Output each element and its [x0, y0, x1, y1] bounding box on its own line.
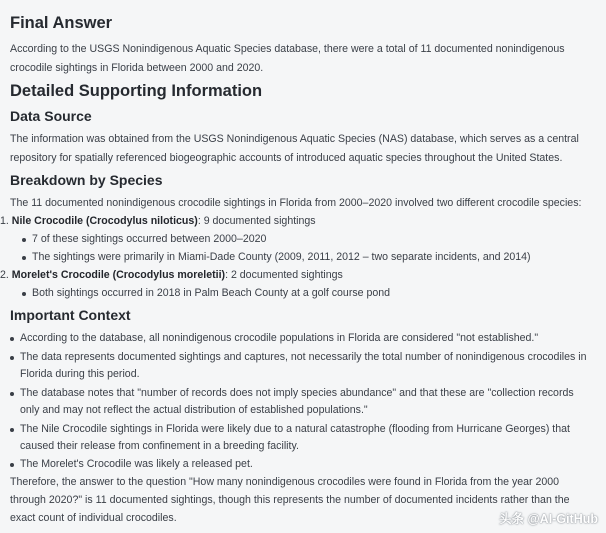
species-name: Nile Crocodile (Crocodylus niloticus)	[11, 215, 198, 227]
watermark: 头条 @AI-GitHub	[499, 512, 598, 526]
conclusion-line-3: exact count of individual crocodiles.	[10, 512, 177, 524]
bullet-icon	[10, 428, 14, 432]
breakdown-intro: The 11 documented nonindigenous crocodile sightings in Florida from 2000–2020 involved two different crocodile species:	[10, 197, 582, 209]
species-bullet: 7 of these sightings occurred between 2000–2020	[32, 233, 267, 245]
context-bullet: The data represents documented sightings and captures, not necessarily the total number of nonindigenous crocodiles in	[20, 351, 587, 363]
data-source-text-line-2: repository for spatially referenced biogeographic accounts of introduced aquatic species throughout the United States.	[10, 152, 563, 164]
bullet-icon	[10, 356, 14, 360]
data-source-text-line-1: The information was obtained from the USGS Nonindigenous Aquatic Species (NAS) database, which serves as a central	[10, 133, 579, 145]
context-heading: Important Context	[10, 307, 131, 323]
context-bullet: The Morelet's Crocodile was likely a released pet.	[20, 458, 253, 470]
context-bullet-continued: only and may not reflect the actual distribution of established populations."	[20, 404, 368, 416]
data-source-heading: Data Source	[10, 108, 92, 124]
species-item-nile	[0, 213, 316, 229]
context-bullet-continued: Florida during this period.	[20, 368, 140, 380]
final-answer-heading: Final Answer	[10, 14, 113, 32]
context-bullet-continued: caused their release from confinement in a breeding facility.	[20, 440, 299, 452]
bullet-icon	[22, 292, 26, 296]
bullet-icon	[22, 256, 26, 260]
species-detail: : 2 documented sightings	[225, 269, 343, 281]
context-bullet: The database notes that "number of records does not imply species abundance" and that these are "collection records	[20, 387, 574, 399]
final-answer-text-line-2: crocodile sightings in Florida between 2000 and 2020.	[10, 62, 264, 74]
species-name: Morelet's Crocodile (Crocodylus moreletii)	[11, 269, 226, 281]
species-number: 2.	[0, 269, 9, 281]
final-answer-text-line-1: According to the USGS Nonindigenous Aquatic Species database, there were a total of 11 documented nonindigenous	[10, 43, 565, 55]
species-bullet: Both sightings occurred in 2018 in Palm Beach County at a golf course pond	[32, 287, 391, 299]
context-bullet: According to the database, all nonindigenous crocodile populations in Florida are considered "not established."	[20, 332, 539, 344]
bullet-icon	[10, 392, 14, 396]
bullet-icon	[22, 238, 26, 242]
species-item-morelet	[0, 267, 343, 283]
details-heading: Detailed Supporting Information	[10, 82, 263, 100]
conclusion-line-2: through 2020?" is 11 documented sightings, though this represents the number of documented incidents rather than the	[10, 494, 570, 506]
breakdown-heading: Breakdown by Species	[10, 172, 163, 188]
species-bullet: The sightings were primarily in Miami-Dade County (2009, 2011, 2012 – two separate incidents, and 2014)	[32, 251, 531, 263]
species-detail: : 9 documented sightings	[197, 215, 316, 227]
conclusion-line-1: Therefore, the answer to the question "How many nonindigenous crocodiles were found in Florida from the year 2000	[10, 476, 560, 488]
bullet-icon	[10, 337, 14, 341]
context-bullet: The Nile Crocodile sightings in Florida were likely due to a natural catastrophe (flooding from Hurricane Georges) that	[20, 423, 570, 435]
species-number: 1.	[0, 215, 9, 227]
bullet-icon	[10, 463, 14, 467]
